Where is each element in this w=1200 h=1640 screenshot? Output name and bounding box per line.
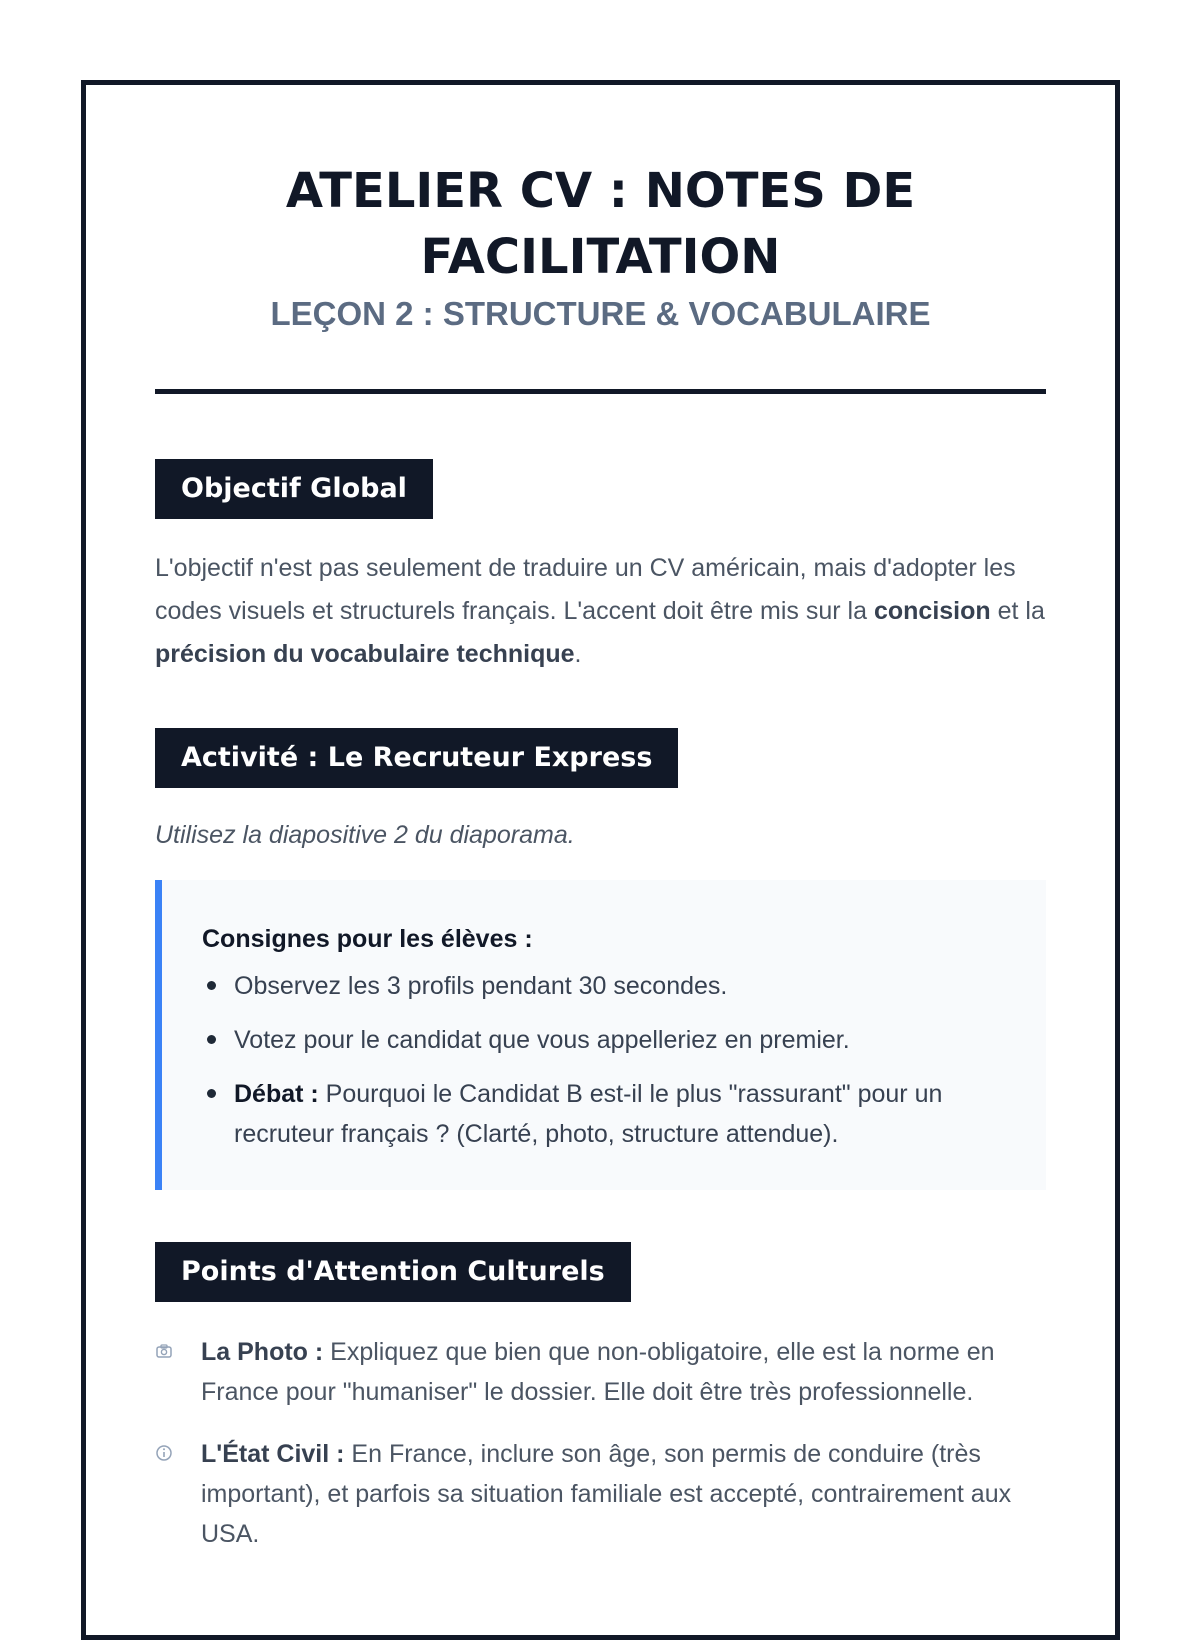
instructions-title: Consignes pour les élèves :: [202, 925, 533, 953]
objective-strong-2: précision du vocabulaire technique: [155, 640, 575, 668]
bullet-icon: [207, 1089, 216, 1098]
cultural-point-label: L'État Civil :: [201, 1440, 345, 1468]
instruction-text: Pourquoi le Candidat B est-il le plus "rassurant" pour un recruteur français ? (Clarté, photo, structure attendue).: [234, 1080, 943, 1148]
instruction-item: [234, 966, 996, 1006]
activity-note: Utilisez la diapositive 2 du diaporama.: [155, 821, 575, 849]
document-page: [81, 80, 1120, 1640]
instruction-text: Observez les 3 profils pendant 30 secondes.: [234, 972, 728, 1000]
section-title-objective: Objectif Global: [155, 459, 433, 519]
header-divider: [155, 389, 1046, 394]
objective-text-2: et la: [990, 597, 1045, 625]
objective-text-1: L'objectif n'est pas seulement de traduire un CV américain, mais d'adopter les codes visuels et structurels français. L'accent doit être mis sur la: [155, 554, 1016, 625]
cultural-point-text: En France, inclure son âge, son permis de conduire (très important), et parfois sa situation familiale est accepté, contrairement aux USA.: [201, 1440, 1012, 1548]
section-title-activity: Activité : Le Recruteur Express: [155, 728, 678, 788]
cultural-point-text: Expliquez que bien que non-obligatoire, elle est la norme en France pour "humaniser" le dossier. Elle doit être très professionnelle.: [201, 1338, 995, 1406]
camera-icon: [155, 1342, 173, 1360]
objective-paragraph: [155, 547, 1046, 676]
bullet-icon: [207, 981, 216, 990]
info-icon: [155, 1444, 173, 1462]
cultural-points-list: [155, 1332, 1046, 1554]
objective-strong-1: concision: [873, 597, 991, 625]
page-title: ATELIER CV : NOTES DE FACILITATION: [285, 163, 916, 285]
objective-text-3: .: [574, 640, 582, 668]
instruction-item: [234, 1020, 996, 1060]
document-content: [155, 85, 1046, 1576]
page-subtitle: LEÇON 2 : STRUCTURE & VOCABULAIRE: [270, 295, 931, 332]
cultural-point-label: La Photo :: [201, 1338, 324, 1366]
instruction-item: [234, 1074, 996, 1154]
instruction-text: Votez pour le candidat que vous appelleriez en premier.: [234, 1026, 850, 1054]
bullet-icon: [207, 1035, 216, 1044]
cultural-point-item: [155, 1434, 1046, 1554]
instructions-list: [202, 966, 996, 1154]
instructions-callout: [155, 880, 1046, 1190]
cultural-point-item: [155, 1332, 1046, 1412]
section-title-cultural: Points d'Attention Culturels: [155, 1242, 631, 1302]
instruction-label: Débat :: [234, 1080, 319, 1108]
